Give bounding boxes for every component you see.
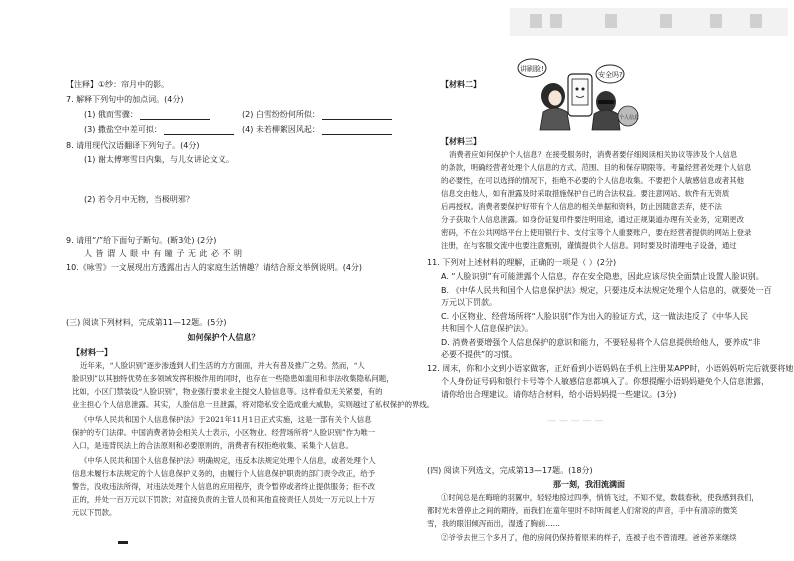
material-1-line: 《中华人民共和国个人信息保护法》明确规定，违反本法规定处理个人信息，或者处理个人: [80, 456, 376, 465]
material-3-line: 注册，在与客服交流中也要注意甄别，谨慎提供个人信息。同时要及时清理电子设备，通过: [441, 241, 737, 250]
q7-item-3: (3) 撒盐空中差可拟：: [84, 125, 234, 135]
material-3-line: 的必要性，在可以选择的情况下，拒绝不必要的个人信息收集。不要把个人敏感信息或者其他: [441, 176, 745, 185]
question-9: 9. 请用“/”给下面句子断句。(断3处) (2分): [66, 236, 217, 245]
material-1-line: 业主担心个人信息泄露。其实，人脸信息一旦泄露，将对隐私安全造成重大威胁，实则越过了私权保护的界线。: [72, 400, 435, 409]
q8-item-1: (1) 谢太傅寒雪日内集，与儿女讲论文义。: [84, 155, 234, 164]
material-1-line: 正的，并处一百万元以下罚款；对直接负责的主管人员和其他直接责任人员处一万元以上十万: [72, 495, 376, 504]
cartoon-illustration: [510, 8, 788, 130]
story-line: 雪，我的眼泪倾泻而出，湿透了胸前……: [427, 519, 561, 528]
material-1-line: 入口，是违背民法上的合法原则和必要原则的，消费者有权拒绝收集、采集个人信息。: [72, 441, 353, 450]
material-3-line: 消费者应如何保护个人信息？在接受服务时，消费者要仔细阅读相关协议等涉及个人信息: [449, 150, 738, 159]
story-line: ①时间总是在晦暗的羽翼中，轻轻地掠过四季，悄悄飞过，不知不觉，数载春秋，使我感到我们，: [441, 493, 759, 502]
question-11: 11. 下列对上述材料的理解，正确的一项是（ ）(2分): [427, 258, 617, 267]
bleed-through: — — — — —: [547, 416, 604, 426]
material-3-line: 信息交由他人，如有泄露及时采取措施保护自己的合法权益。要注意网站、软件有无资质: [441, 189, 730, 198]
story-line: ②爷爷去世三个多月了，他的房间仍保持着原来的样子，连被子也不曾清理。爸爸养来继续: [441, 533, 737, 542]
q7-item-4: (4) 未若柳絮因风起：: [242, 125, 392, 135]
q9-sentence: 人 皆 谓 人 眼 中 有 瞳 子 无 此 必 不 明: [84, 249, 243, 258]
question-12: 12. 周末，你和小文到小语家做客，正好看到小语妈妈在手机上注册某APP时，小语妈妈听完后就要将她: [427, 364, 794, 373]
section-4-heading: (四) 阅读下列选文，完成第13—17题。(18分): [427, 466, 593, 475]
material-3-line: 分子获取个人信息泄露。如身份证复印件要注明用途，通过正规渠道办理有关业务，定期更改: [441, 215, 745, 224]
question-7: 7. 解释下列句中的加点词。(4分): [66, 95, 184, 104]
material-1-line: 《中华人民共和国个人信息保护法》于2021年11月1日正式实施，这是一部有关个人信息: [80, 415, 372, 424]
question-8: 8. 请用现代汉语翻译下列句子。(4分): [66, 141, 200, 150]
question-12-line: 个人身份证号码和银行卡号等个人敏感信息都填入了。你想提醒小语妈妈避免个人信息泄露，: [441, 377, 769, 386]
q11-option-c[interactable]: C. 小区物业、经营场所将“人脸识别”作为出入的验证方式，这一做法违反了《中华人民: [441, 312, 748, 321]
material-1-line: 近年来，“人脸识别”逐步渗透到人们生活的方方面面，并大有普及推广之势。然而，“人: [80, 361, 365, 370]
question-12-line: 请你给出合理建议。请你结合材料，给小语妈妈提一些建议。(3分): [441, 390, 677, 399]
q11-option-b-cont: 万元以下罚款。: [441, 298, 497, 307]
material-3-label: 【材料三】: [441, 137, 481, 146]
material-3-line: 密码，不在公共网络平台上使用银行卡、支付宝等个人重要账户，要在经营者提供的网站上登录: [441, 228, 752, 237]
material-1-line: 保护的专门法律。中国消费者协会相关人士表示，小区物业、经营场所将“人脸识别”作为唯一: [72, 428, 376, 437]
material-1-label: 【材料一】: [72, 348, 112, 357]
print-speck: [118, 541, 128, 544]
q11-option-b[interactable]: B. 《中华人民共和国个人信息保护法》规定，只要违反本法规定处理个人信息的，就要处一百: [441, 286, 772, 295]
material-3-line: 的条款，明确经营者处理个人信息的方式、范围、目的和保存期限等。考量经营者处理个人信息: [441, 163, 752, 172]
q11-option-c-cont: 共和国个人信息保护法》。: [441, 324, 533, 333]
q7-item-2: (2) 白雪纷纷何所似：: [242, 110, 392, 120]
material-1-line: 信息未履行本法规定的个人信息保护义务的，由履行个人信息保护职责的部门责令改正，给予: [72, 469, 376, 478]
note: 【注释】①纱：帘月中的影。: [66, 80, 170, 89]
q11-option-a[interactable]: A. “人脸识别”有可能泄露个人信息，存在安全隐患，因此应该尽快全面禁止设置人脸识别。: [441, 272, 764, 281]
material-3-line: 后再授权。消费者要保护好带有个人信息的相关单据和资料，防止因随意丢弃，使不法: [441, 202, 722, 211]
article-title: 如何保护个人信息？: [187, 333, 260, 342]
material-2-label: 【材料二】: [441, 80, 481, 89]
speech-bubble-right: 安全吗?: [598, 71, 623, 79]
material-1-line: 警告，没收违法所得，对违法处理个人信息的应用程序，责令暂停或者终止提供服务；拒不改: [72, 482, 376, 491]
q8-item-2: (2) 若令月中无物，当极明邪？: [84, 195, 194, 204]
question-10: 10.《咏雪》一文展现出方透露出古人的家庭生活情趣？请结合原文举例说明。(4分): [66, 263, 363, 272]
section-3-heading: (三) 阅读下列材料，完成第11—12题。(5分): [66, 318, 227, 327]
answer-blank[interactable]: [164, 126, 234, 135]
material-1-line: 脸识别”以其独特优势在多领域发挥积极作用的同时，也存在一些隐患如滥用和非法收集隐私问题，: [72, 374, 394, 383]
answer-blank[interactable]: [322, 126, 392, 135]
q7-item-1: (1) 俄而雪骤：: [84, 110, 210, 120]
speech-bubble-left: 讲刷脸!: [520, 65, 544, 73]
material-1-line: 比如，小区门禁装设“人脸识别”，物业强行要求业主提交人脸信息等。这样看似无关紧要，有的: [72, 387, 383, 396]
story-title: 那一刻，我泪流满面: [553, 480, 625, 489]
story-line: 都时光未曾停止之间的期待，而我们在童年里时不时听闻老人们常说的声音，手中有清凉的微笑: [427, 506, 738, 515]
material-1-line: 元以下罚款。: [72, 508, 117, 517]
q11-option-d-cont: 必要不提供”的习惯。: [441, 350, 518, 359]
q11-option-d[interactable]: D. 消费者要增强个人信息保护的意识和能力，不要轻易将个人信息提供给他人，要养成“非: [441, 338, 761, 347]
bag-caption: 个人信息: [619, 115, 640, 121]
answer-blank[interactable]: [322, 111, 392, 120]
answer-blank[interactable]: [140, 111, 210, 120]
